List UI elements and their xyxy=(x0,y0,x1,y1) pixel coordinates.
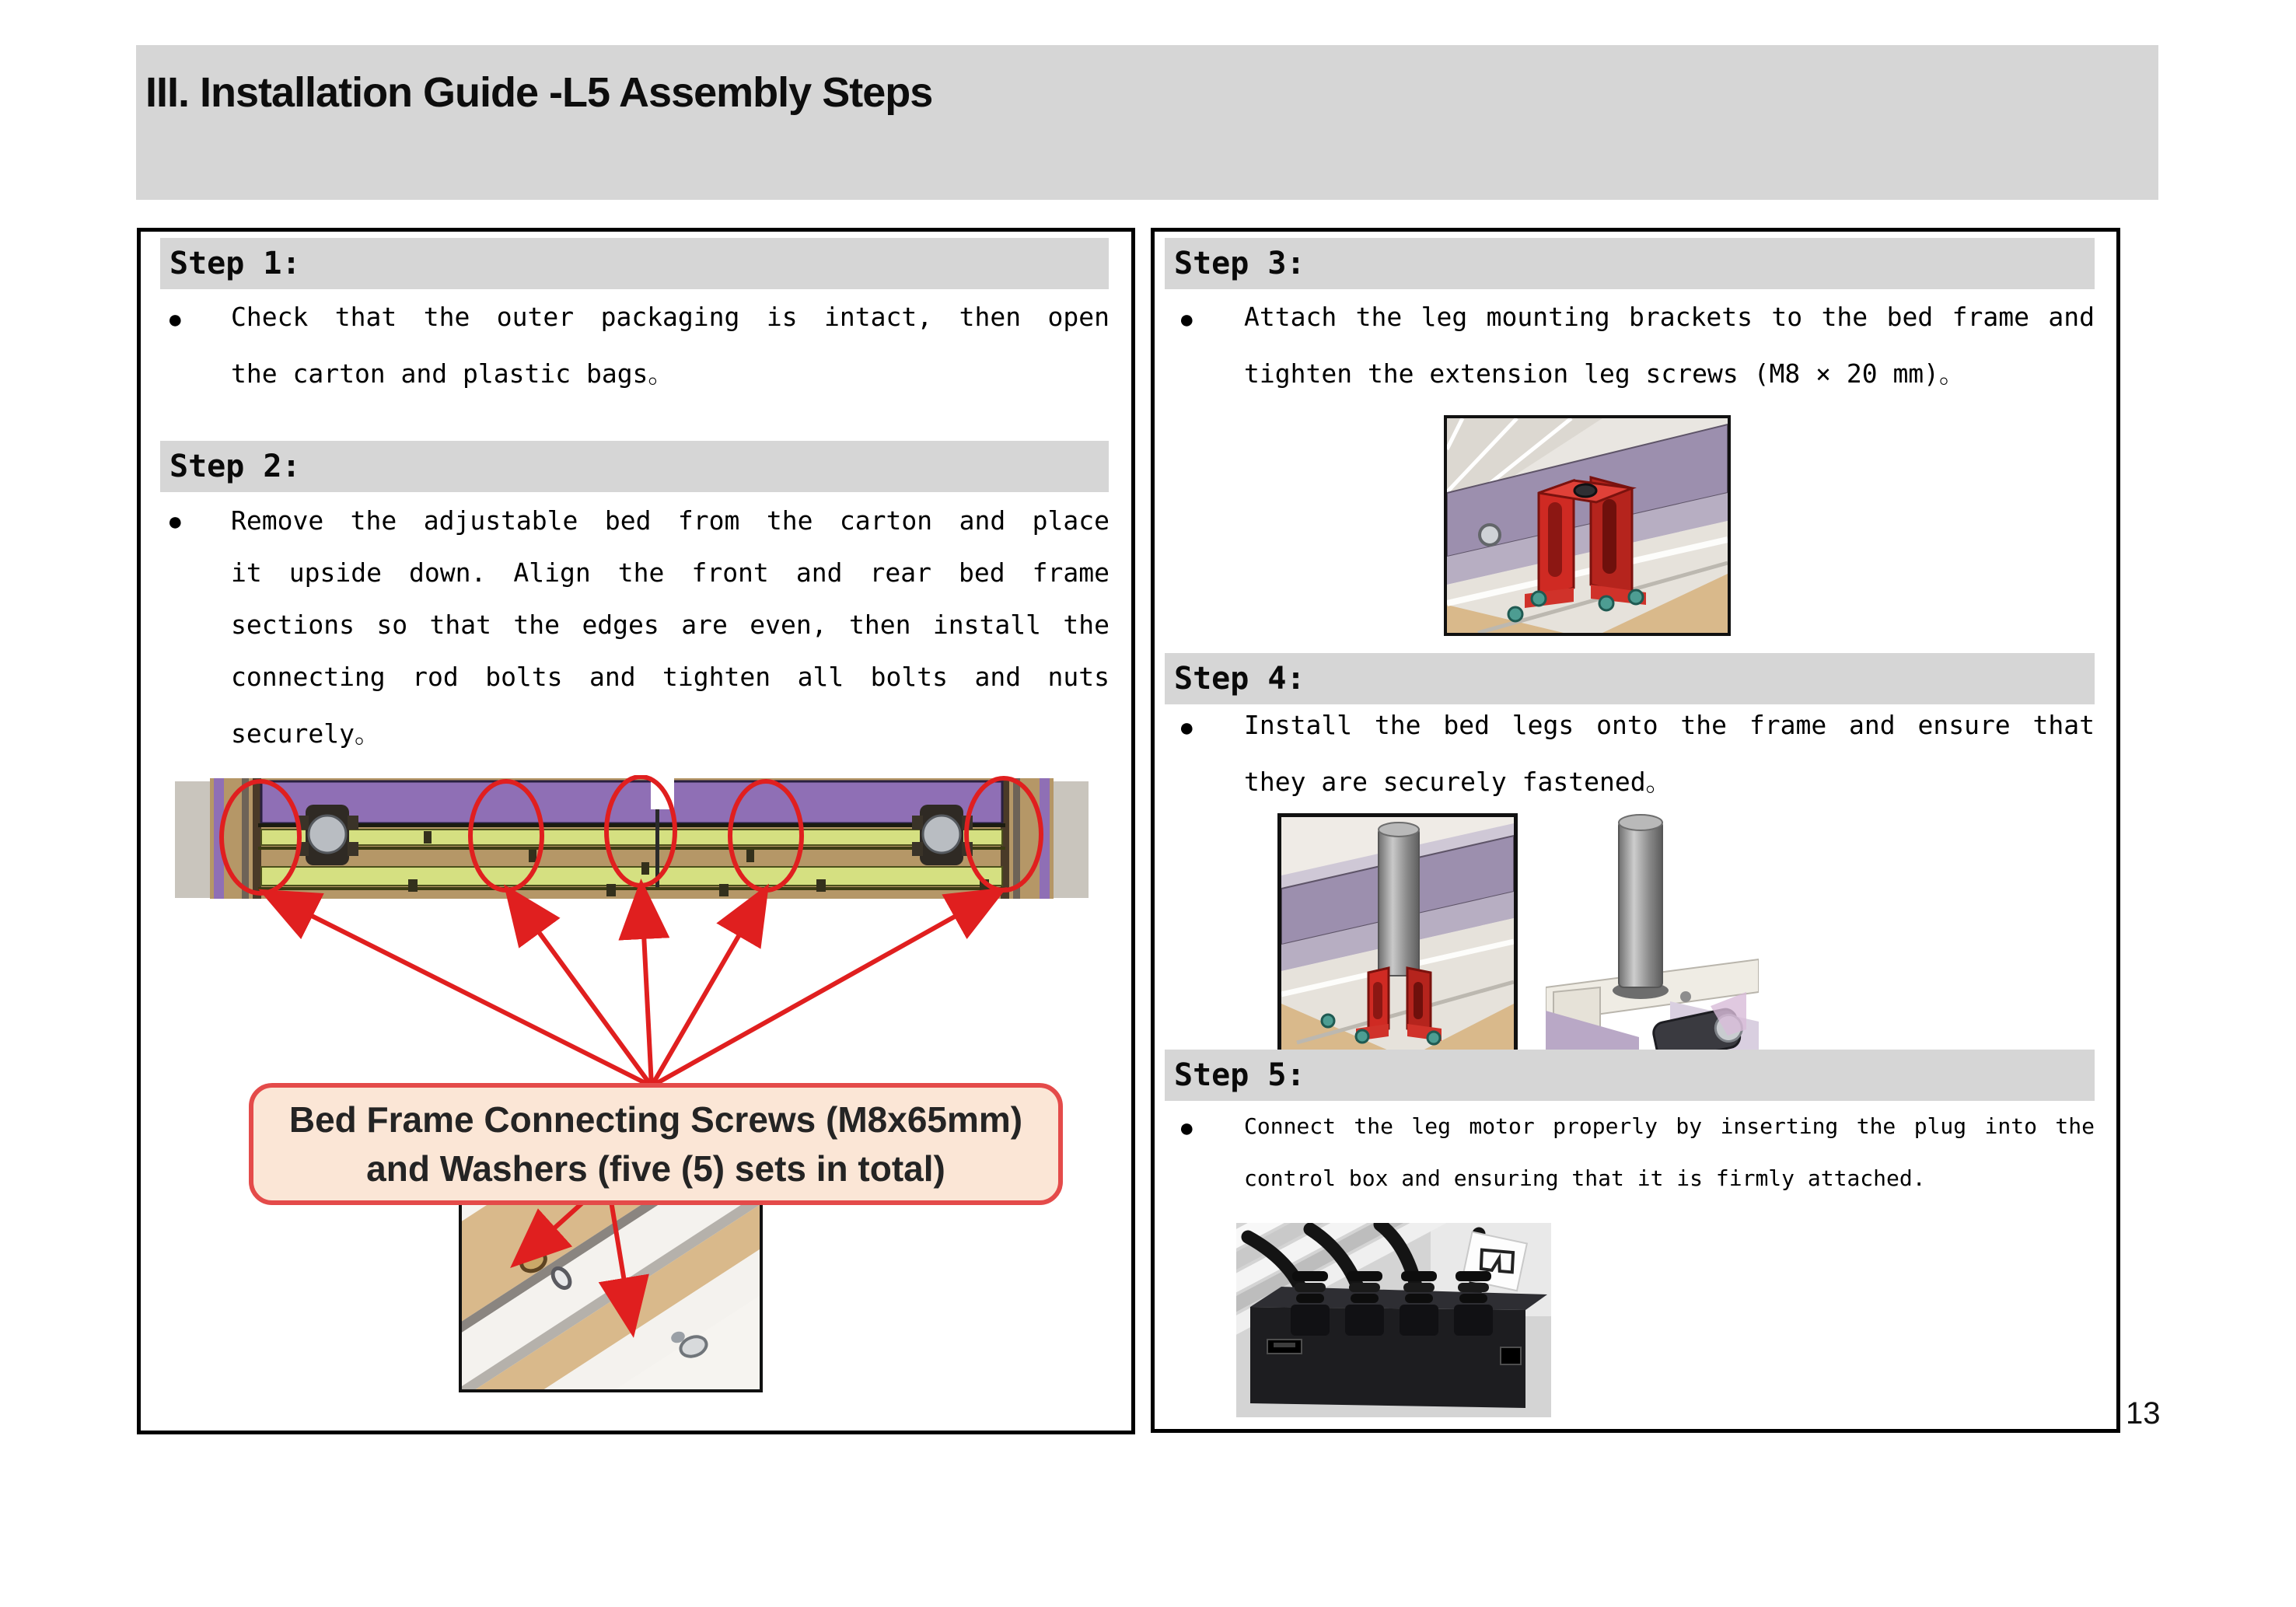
bullet-icon: ● xyxy=(167,305,183,334)
step1-bar xyxy=(160,238,1109,289)
callout-line: Bed Frame Connecting Screws (M8x65mm) xyxy=(288,1099,1023,1141)
step4-label: Step 4: xyxy=(1174,661,1305,697)
step5-line: control box and ensuring that it is firmly attached. xyxy=(1244,1165,1926,1191)
step5-line: Connect the leg motor properly by inserting the plug into the xyxy=(1244,1113,2095,1139)
label-tag xyxy=(1463,1232,1527,1291)
side-port xyxy=(1501,1347,1521,1364)
bolt-icon xyxy=(1480,525,1500,545)
step2-line: securely。 xyxy=(231,718,380,749)
step1-line: Check that the outer packaging is intact, then open xyxy=(231,302,1110,332)
step2-line: connecting rod bolts and tighten all bolts and nuts xyxy=(231,662,1110,692)
frame-rail-purple xyxy=(261,781,1002,823)
step2-line: sections so that the edges are even, then install the xyxy=(231,610,1110,640)
step3-label: Step 3: xyxy=(1174,246,1305,281)
leg-installed-render xyxy=(1277,813,1518,1055)
bed-frame-diagram xyxy=(175,775,1089,902)
control-box-photo xyxy=(1236,1223,1551,1417)
bullet-icon: ● xyxy=(1179,713,1195,742)
callout-line: and Washers (five (5) sets in total) xyxy=(366,1148,945,1189)
step4-bar xyxy=(1165,653,2095,704)
bolt-icon xyxy=(1680,991,1691,1002)
leg-cylinder xyxy=(1613,815,1669,999)
bullet-icon: ● xyxy=(1179,1113,1195,1143)
step4-line: they are securely fastened。 xyxy=(1244,767,1672,797)
step1-line: the carton and plastic bags。 xyxy=(231,358,674,389)
leg-cylinder xyxy=(1379,823,1419,976)
step2-line: it upside down. Align the front and rear bed frame xyxy=(231,557,1110,588)
step2-line: Remove the adjustable bed from the carton and place xyxy=(231,505,1110,536)
bullet-icon: ● xyxy=(167,507,183,536)
step1-label: Step 1: xyxy=(169,246,301,281)
step3-line: tighten the extension leg screws (M8 × 20 mm)。 xyxy=(1244,358,1966,389)
step4-line: Install the bed legs onto the frame and ensure that xyxy=(1244,710,2095,740)
step5-label: Step 5: xyxy=(1174,1057,1305,1093)
bracket-hole xyxy=(1574,484,1596,497)
callout-box xyxy=(249,1083,1063,1205)
step5-bar xyxy=(1165,1050,2095,1101)
page-number: 13 xyxy=(2126,1396,2161,1431)
step2-bar xyxy=(160,441,1109,492)
step3-bar xyxy=(1165,238,2095,289)
bracket-render xyxy=(1444,415,1731,636)
page-title: III. Installation Guide -L5 Assembly Steps xyxy=(145,69,933,116)
step3-line: Attach the leg mounting brackets to the bed frame and xyxy=(1244,302,2095,332)
bullet-icon: ● xyxy=(1179,305,1195,334)
leg-detail-render xyxy=(1546,807,1759,1059)
screws-photo xyxy=(459,1196,763,1392)
step2-label: Step 2: xyxy=(169,449,301,484)
